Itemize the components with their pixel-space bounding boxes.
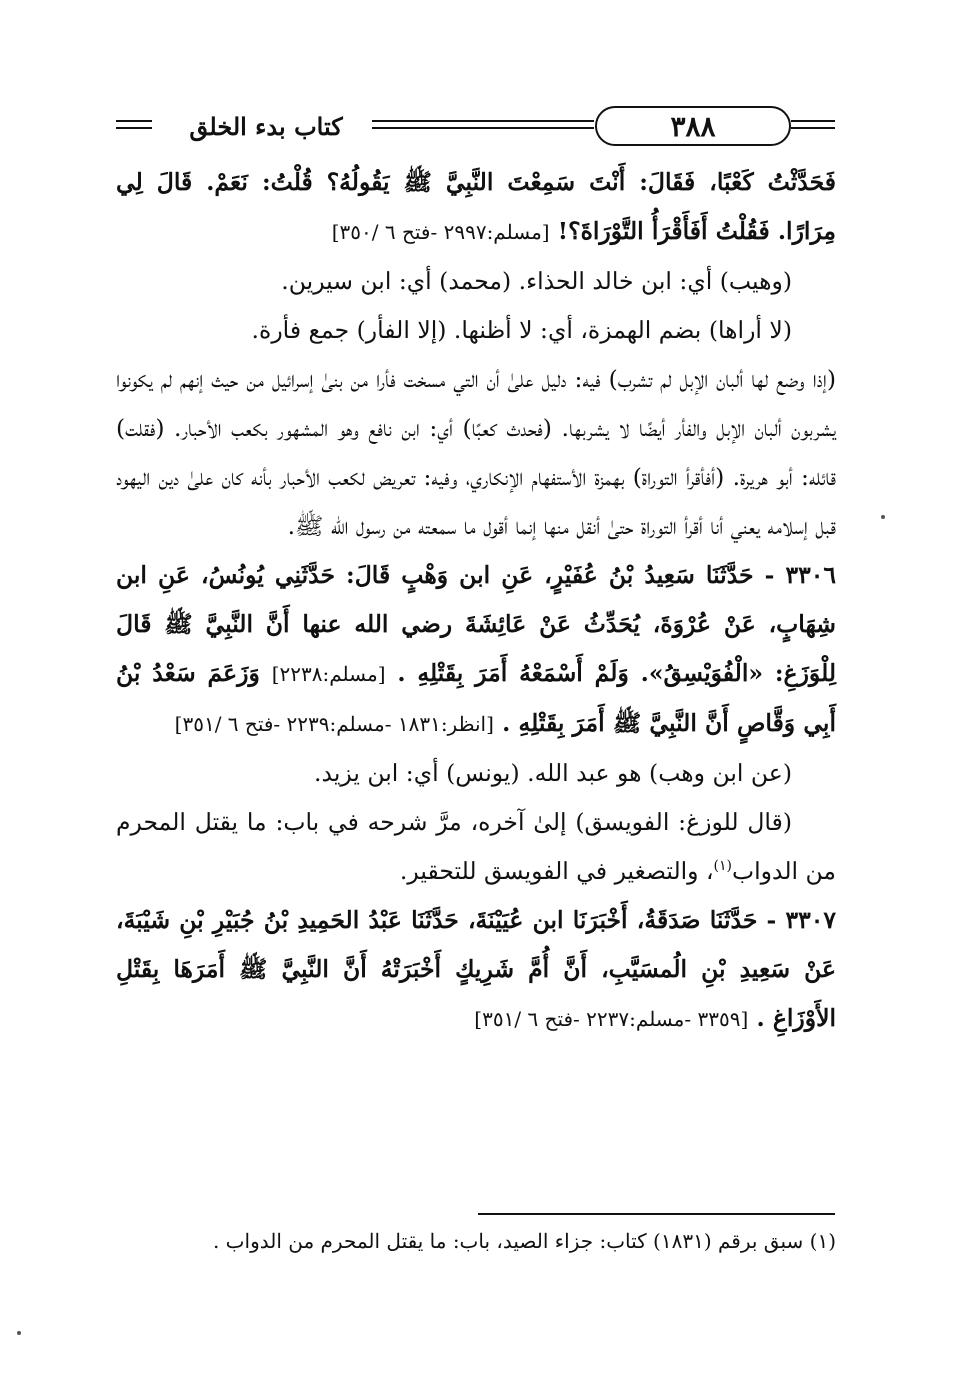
header-rule-right-inner <box>791 127 835 129</box>
header-rule-left-inner <box>116 127 152 129</box>
running-title: كتاب بدء الخلق <box>189 111 343 141</box>
header-rule-left-outer <box>116 120 152 122</box>
hadith-continuation <box>116 158 836 257</box>
header-rule-mid-outer <box>372 120 594 122</box>
commentary-paragraph: (عن ابن وهب) هو عبد الله. (يونس) أي: ابن يزيد. <box>314 759 792 787</box>
hadith-reference: [انظر:١٨٣١ -مسلم:٢٢٣٩ -فتح ٦ /٣٥١] <box>174 712 494 736</box>
scan-speck <box>881 515 885 519</box>
hadith-text: ٣٣٠٧ - حَدَّثَنَا صَدَقَةُ، أَخْبَرَنَا ابن عُيَيْنَةَ، حَدَّثَنَا عَبْدُ الحَمِيدِ بْنُ جُبَيْرِ بْنِ شَيْبَةَ، عَنْ سَعِيدِ بْنِ الُمسَيَّبِ، أَنَّ أُمَّ شَرِيكٍ أَخْبَرَتْهُ أَنَّ النَّبِيَّ ﷺ أَمَرَهَا بِقَتْلِ الأَوْزَاغِ . <box>116 906 836 1032</box>
hadith-text: وَزَعَمَ سَعْدُ بْنُ أَبِي وَقَّاصٍ أَنَّ النَّبِيَّ ﷺ أَمَرَ بِقَتْلِهِ . <box>116 659 836 737</box>
commentary-paragraph <box>116 798 836 896</box>
header-rule-mid-inner <box>372 127 594 129</box>
commentary-paragraph: (إذا وضع لها ألبان الإبل لم تشرب) فيه: دليل علىٰ أن التي مسخت فأرا من بنیٰ إسرائيل من حيث إنهم لم يكونوا يشربون ألبان الإبل والفأر أيضًا لا يشربها. (فحدث كعبًا) أي: ابن نافع وهو المشهور بكعب الأحبار. (فقلت) قائله: أبو هريرة. (أفأقرأ التوراة) بهمزة الأستفهام الإنكاري، وفيه: تعريض لكعب الأحبار بأنه كان علىٰ دين اليهود قبل إسلامه يعني أنا أقرأ التوراة حتىٰ أنقل منها إنما أقول ما سمعته من رسول الله ﷺ. <box>116 365 836 540</box>
scan-speck <box>17 1331 21 1335</box>
footnote-marker[interactable]: (١) <box>713 858 733 875</box>
footnote: (١) سبق برقم (١٨٣١) كتاب: جزاء الصيد، باب: ما يقتل المحرم من الدواب . <box>212 1229 836 1253</box>
page-number: ٣٨٨ <box>670 109 716 143</box>
hadith-reference: [٣٣٥٩ -مسلم:٢٢٣٧ -فتح ٦ /٣٥١] <box>474 1007 749 1031</box>
hadith-text: ٣٣٠٦ - حَدَّثَنَا سَعِيدُ بْنُ عُفَيْرٍ، عَنِ ابن وَهْبٍ قَالَ: حَدَّثَنِي يُونُسُ، عَنِ ابن شِهَابٍ، عَنْ عُرْوَةَ، يُحَدِّثُ عَنْ عَائِشَةَ رضي الله عنها أَنَّ النَّبِيَّ ﷺ قَالَ لِلْوَزَغِ: «الْفُوَيْسِقُ». وَلَمْ أَسْمَعْهُ أَمَرَ بِقَتْلِهِ . <box>116 561 837 687</box>
footnote-separator <box>478 1213 835 1215</box>
header-rule-right-outer <box>791 120 835 122</box>
commentary-text: (قال للوزغ: الفويسق) إلىٰ آخره، مرَّ شرحه في باب: ما يقتل المحرم من الدواب <box>116 808 836 885</box>
hadith-3306 <box>116 551 836 749</box>
commentary-paragraph: (لا أراها) بضم الهمزة، أي: لا أظنها. (إلا الفأر) جمع فأرة. <box>251 316 792 344</box>
hadith-reference: [مسلم:٢٢٣٨] <box>271 662 386 686</box>
hadith-3307 <box>116 896 836 1044</box>
body-text <box>116 158 836 1044</box>
commentary-text: ، والتصغير في الفويسق للتحقير. <box>399 857 714 885</box>
hadith-text: فَحَدَّثْتُ كَعْبًا، فَقَالَ: أَنْتَ سَمِعْتَ النَّبِيَّ ﷺ يَقُولُهُ؟ قُلْتُ: نَعَمْ. قَالَ لِي مِرَارًا. فَقُلْتُ أَفَأَقْرَأُ التَّوْرَاةَ؟! <box>116 168 836 245</box>
commentary-paragraph: (وهيب) أي: ابن خالد الحذاء. (محمد) أي: ابن سيرين. <box>281 267 792 295</box>
hadith-reference: [مسلم:٢٩٩٧ -فتح ٦ /٣٥٠] <box>331 220 550 244</box>
page-number-badge <box>595 106 791 146</box>
